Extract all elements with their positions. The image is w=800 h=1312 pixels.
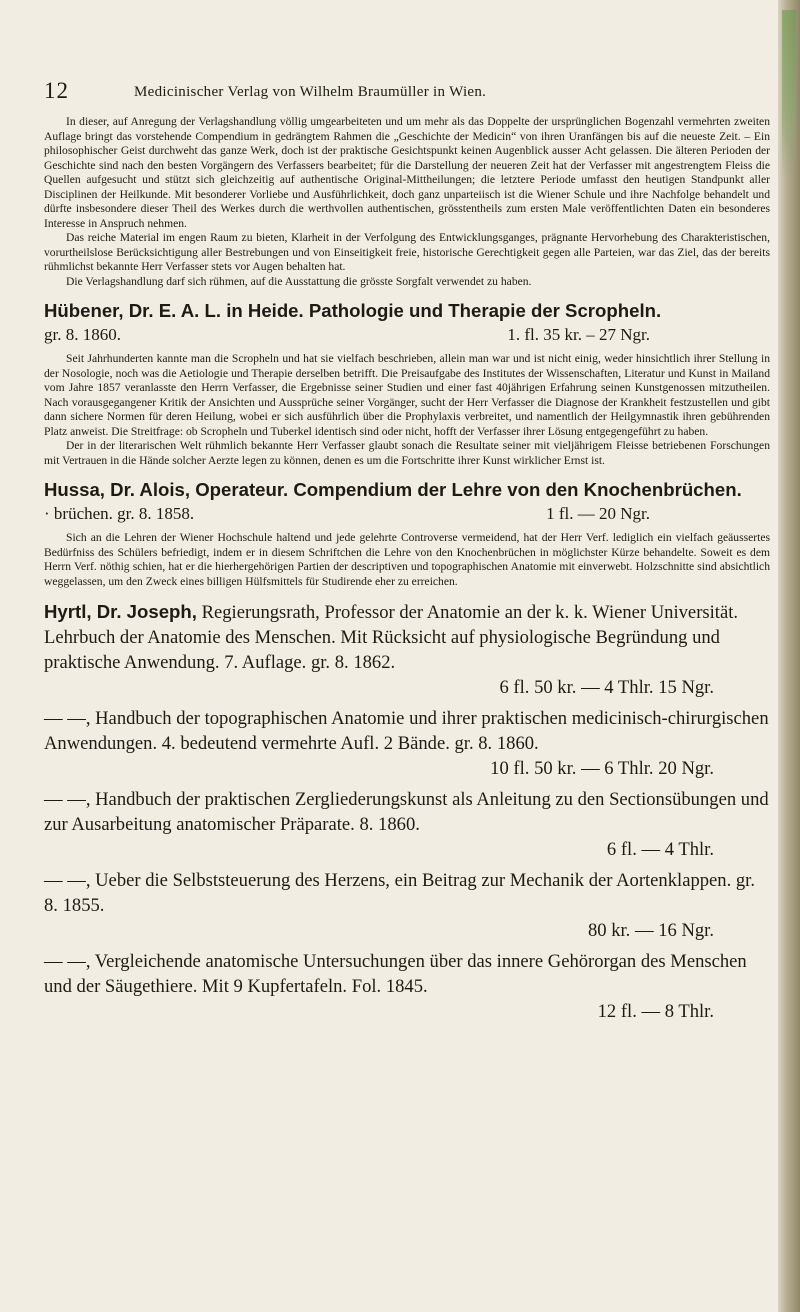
entry-priceline	[44, 918, 770, 943]
hyrtl-item-text: — —, Handbuch der praktischen Zergliederungskunst als Anleitung zu den Sectionsübungen und zur Ausarbeitung anatomischer Präparate. 8. 1860.	[44, 789, 769, 835]
entry-priceline	[44, 756, 770, 781]
hyrtl-item-3	[44, 868, 770, 943]
entry-price: 12 fl. — 8 Thlr.	[597, 1001, 714, 1022]
entry-huebener	[44, 299, 770, 468]
entry-priceline	[44, 837, 770, 862]
running-head	[44, 78, 764, 104]
entry-format: · brüchen. gr. 8. 1858.	[44, 504, 195, 523]
hyrtl-item-1	[44, 706, 770, 781]
hyrtl-item-4	[44, 949, 770, 1024]
entry-priceline	[44, 675, 770, 700]
entry-author: Hyrtl, Dr. Joseph,	[44, 601, 197, 622]
entry-format: gr. 8. 1860.	[44, 325, 121, 344]
entry-price: 10 fl. 50 kr. — 6 Thlr. 20 Ngr.	[490, 758, 714, 779]
entry-title	[44, 299, 770, 324]
entry-hussa	[44, 478, 770, 589]
entry-author: Hussa, Dr. Alois,	[44, 479, 191, 500]
hyrtl-item-text: — —, Handbuch der topographischen Anatomie und ihrer praktischen medicinisch-chirurgischen Anwendungen. 4. bedeutend vermehrte Aufl. 2 Bände. gr. 8. 1860.	[44, 708, 769, 754]
content	[44, 115, 770, 1024]
hyrtl-item-2	[44, 787, 770, 862]
page-number: 12	[44, 78, 69, 103]
entry-price: 80 kr. — 16 Ngr.	[587, 920, 714, 941]
entry-priceline	[44, 999, 770, 1024]
entry-price: 6 fl. 50 kr. — 4 Thlr. 15 Ngr.	[499, 677, 714, 698]
running-title: Medicinischer Verlag von Wilhelm Braumüller in Wien.	[134, 84, 487, 100]
page-edge	[778, 0, 800, 1312]
page-edge-stain	[782, 10, 796, 180]
entry-description-1: Seit Jahrhunderten kannte man die Scropheln und hat sie vielfach beschrieben, allein man war und ist nicht einig, weder hinsichtlich ihrer Stellung in der Nosologie, noch was die Aetiologie und Therapie derselben betrifft. Die Preisaufgabe des Institutes der Wissenschaften, Literatur und Kunst in Mailand vom Jahre 1857 veranlasste den Herrn Verfasser, die Ergebnisse seiner Studien und einer fast 40jährigen Erfahrung seinen Kunstgenossen mitzutheilen. Nach vorausgegangener Kritik der Ansichten und Aussprüche seiner Vorgänger, sucht der Herr Verfasser die Diagnose der Krankheit festzustellen und gibt dann sichere Normen für deren Heilung, wobei er sich ausführlich über die Prophylaxis verbreitet, und namentlich der Heilgymnastik ihren gebührenden Platz anweist. Die Streitfrage: ob Scropheln und Tuberkel identisch sind oder nicht, hofft der Verfasser ihrer Lösung entgegengeführt zu haben.	[44, 352, 770, 438]
entry-title-text: Operateur. Compendium der Lehre von den Knochenbrüchen.	[190, 479, 742, 500]
hyrtl-item-text: — —, Ueber die Selbststeuerung des Herzens, ein Beitrag zur Mechanik der Aortenklappen. gr. 8. 1855.	[44, 870, 755, 916]
entry-description-2: Der in der literarischen Welt rühmlich bekannte Herr Verfasser glaubt sonach die Resultate seiner mit vieljährigem Fleisse betriebenen Forschungen mit Vertrauen in die Hände solcher Aerzte legen zu können, denen es um die Fortschritte ihrer Kunst wirklicher Ernst ist.	[44, 439, 770, 467]
entry-hyrtl	[44, 599, 770, 1024]
intro-paragraph-3: Die Verlagshandlung darf sich rühmen, auf die Ausstattung die grösste Sorgfalt verwendet zu haben.	[66, 274, 532, 288]
entry-title	[44, 478, 770, 503]
entry-price: 1. fl. 35 kr. – 27 Ngr.	[507, 325, 650, 344]
entry-title-text: in Heide. Pathologie und Therapie der Scropheln.	[221, 300, 662, 321]
entry-price: 1 fl. — 20 Ngr.	[546, 504, 650, 523]
entry-title-text: Regierungsrath, Professor der Anatomie an der k. k. Wiener Universität. Lehrbuch der Anatomie des Menschen. Mit Rücksicht auf physiologische Begründung und praktische Anwendung. 7. Auflage. gr. 8. 1862.	[44, 602, 739, 673]
entry-description-1: Sich an die Lehren der Wiener Hochschule haltend und jede gelehrte Controverse vermeidend, hat der Herr Verf. lediglich ein vielfach geäussertes Bedürfniss des Schülers befriedigt, indem er in diesem Schriftchen die Lehre von den Knochenbrüchen in möglichster Kürze behandelte. Soweit es dem Herrn Verf. nöthig schien, hat er die hierhergehörigen Partien der descriptiven und topographischen Anatomie mit einverwebt. Holzschnitte sind absichtlich weggelassen, um den Zweck eines billigen Hülfsmittels für Studirende eher zu erreichen.	[44, 531, 770, 588]
intro-paragraph-2: Das reiche Material im engen Raum zu bieten, Klarheit in der Verfolgung des Entwicklungsganges, prägnante Hervorhebung des Charakteristischen, vorurtheilslose Berücksichtigung aller Bestrebungen und von Einseitigkeit freie, historische Gerechtigkeit gegen alle Parteien, war das Ziel, das der bereits rühmlichst bekannte Herr Verfasser stets vor Augen behalten hat.	[44, 231, 770, 273]
entry-title	[44, 599, 770, 675]
entry-meta	[44, 503, 770, 525]
entry-author: Hübener, Dr. E. A. L.	[44, 300, 222, 321]
entry-price: 6 fl. — 4 Thlr.	[606, 839, 714, 860]
entry-meta	[44, 324, 770, 346]
hyrtl-item-text: — —, Vergleichende anatomische Untersuchungen über das innere Gehörorgan des Menschen und der Säugethiere. Mit 9 Kupfertafeln. Fol. 1845.	[44, 951, 747, 997]
intro-paragraph-1: In dieser, auf Anregung der Verlagshandlung völlig umgearbeiteten und um mehr als das Doppelte der ursprünglichen Bogenzahl vermehrten zweiten Auflage bringt das vorstehende Compendium in gedrängtem Rahmen die „Geschichte der Medicin“ von ihren Uranfängen bis auf die neueste Zeit. – Ein philosophischer Geist durchweht das ganze Werk, doch ist der praktische Gesichtspunkt keinen Augenblick ausser Acht gelassen. Die älteren Perioden der Geschichte sind nach den besten Vorgängern des Verfassers bearbeitet; für die Darstellung der neueren Zeit hat der Verfasser mit angestrengtem Fleiss die Quellen aufgesucht und stützt sich gleichzeitig auf authentische Original-Mittheilungen; die letztere Periode umfasst den heutigen Standpunkt aller Disciplinen der Heilkunde. Mit besonderer Vorliebe und Ausführlichkeit, doch ganz unparteiisch ist die Wiener Schule und ihre Nachfolge behandelt und dürfte insbesondere dieser Theil des Werkes durch die werthvollen authentischen, grösstentheils zum ersten Male veröffentlichten Daten ein besonderes Interesse in Anspruch nehmen.	[44, 115, 770, 230]
